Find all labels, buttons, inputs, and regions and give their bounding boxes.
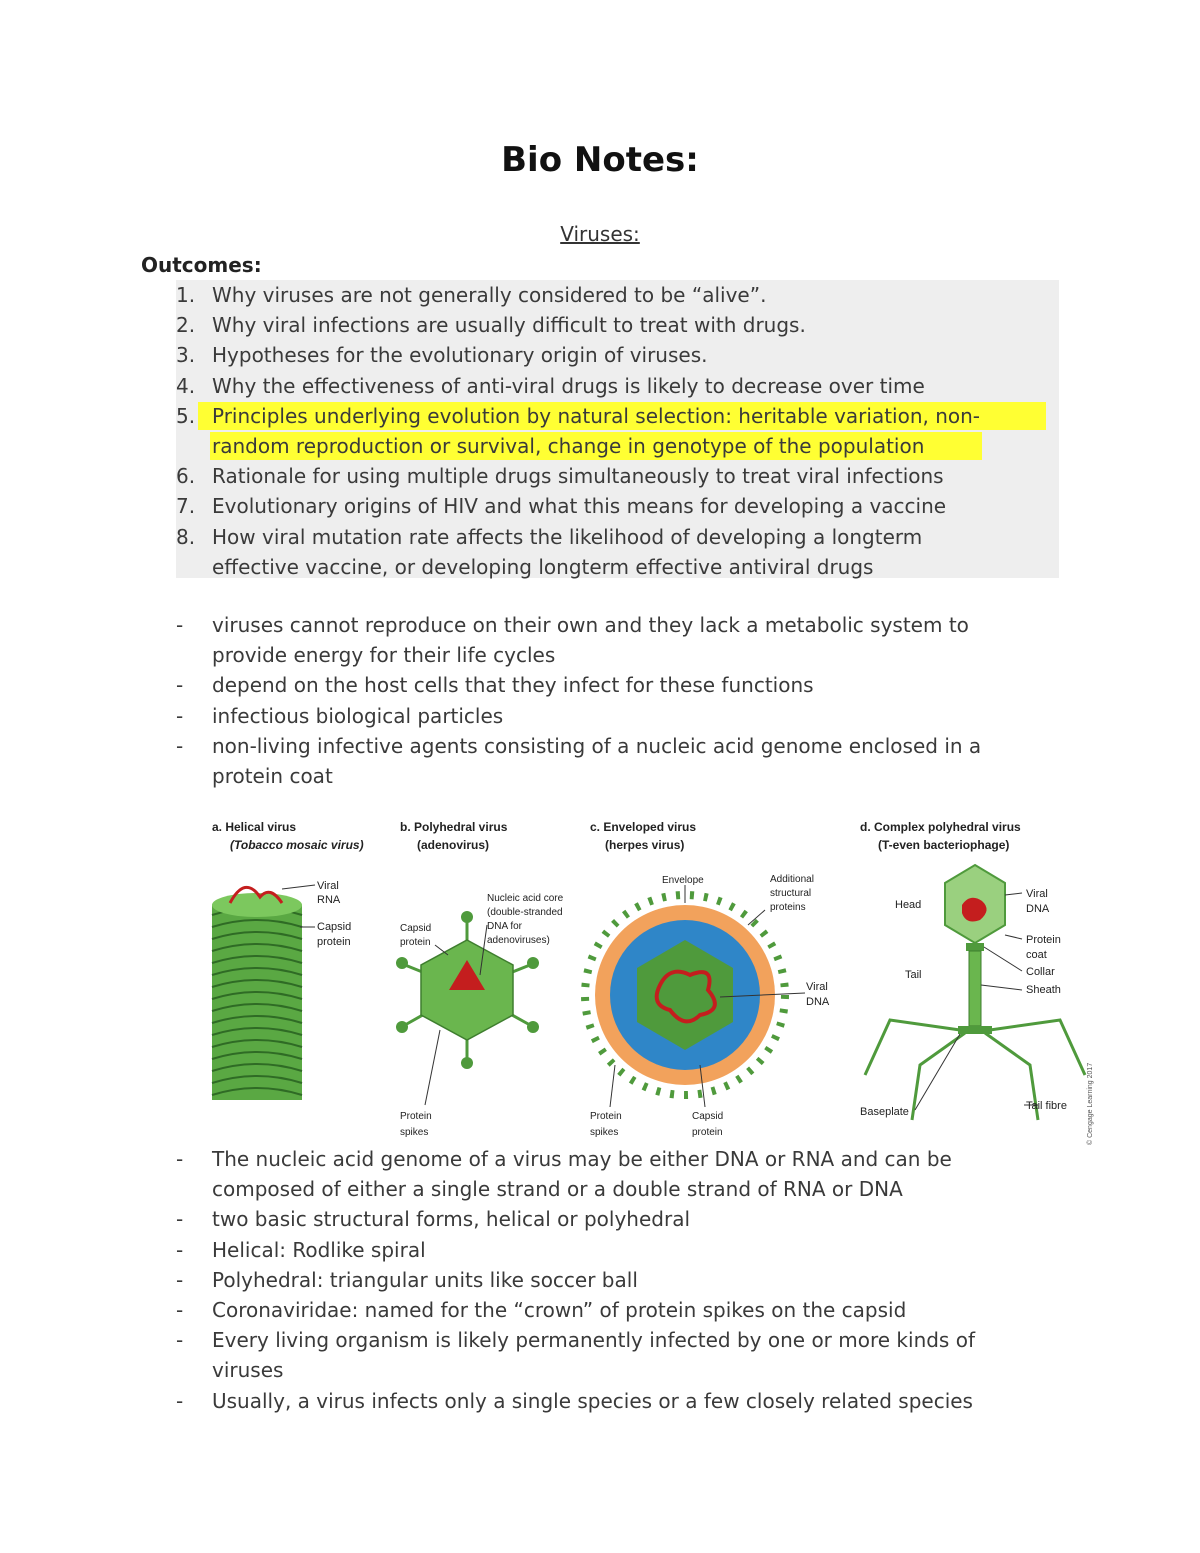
- outcome-number: 1.: [176, 283, 196, 307]
- bullet-text: non-living infective agents consisting of a nucleic acid genome enclosed in a: [212, 733, 982, 758]
- svg-text:(herpes virus): (herpes virus): [605, 838, 685, 852]
- svg-text:Capsid: Capsid: [692, 1111, 724, 1122]
- svg-text:Capsid: Capsid: [400, 923, 432, 934]
- svg-text:structural: structural: [770, 888, 812, 899]
- svg-text:Viral: Viral: [1026, 888, 1048, 900]
- svg-text:DNA: DNA: [1026, 903, 1050, 915]
- svg-text:coat: coat: [1026, 949, 1047, 961]
- svg-text:Nucleic acid core: Nucleic acid core: [487, 893, 564, 904]
- svg-text:Viral: Viral: [317, 880, 339, 892]
- svg-text:Additional: Additional: [770, 874, 814, 885]
- svg-text:Capsid: Capsid: [317, 921, 352, 933]
- svg-text:d. Complex polyhedral virus: d. Complex polyhedral virus: [860, 820, 1021, 834]
- outcome-text: Rationale for using multiple drugs simultaneously to treat viral infections: [212, 464, 944, 489]
- bullet-text: infectious biological particles: [212, 703, 504, 728]
- outcome-text: random reproduction or survival, change in genotype of the population: [212, 434, 925, 458]
- svg-text:Tail fibre: Tail fibre: [1026, 1100, 1067, 1112]
- bullet-text: viruses: [212, 1358, 284, 1383]
- page-title: Bio Notes:: [501, 140, 699, 180]
- bullet-marker: -: [176, 1298, 184, 1322]
- bullet-marker: -: [176, 1237, 184, 1262]
- outcome-number: 3.: [176, 343, 196, 368]
- bullet-text: Coronaviridae: named for the “crown” of protein spikes on the capsid: [212, 1298, 907, 1322]
- outcome-text: Principles underlying evolution by natural selection: heritable variation, non-: [212, 403, 981, 428]
- outcome-number: 5.: [176, 403, 196, 428]
- svg-text:Protein: Protein: [1026, 934, 1061, 946]
- bullet-text: provide energy for their life cycles: [212, 643, 556, 668]
- svg-text:(double-stranded: (double-stranded: [487, 907, 563, 918]
- bullet-text: composed of either a single strand or a double strand of RNA or DNA: [212, 1177, 903, 1202]
- section-subtitle: Viruses:: [560, 222, 640, 246]
- bullet-marker: -: [176, 1147, 184, 1171]
- svg-text:proteins: proteins: [770, 902, 806, 913]
- outcomes-heading: Outcomes:: [141, 253, 262, 277]
- bullet-marker: -: [176, 1388, 184, 1413]
- bullet-text: Polyhedral: triangular units like soccer ball: [212, 1267, 638, 1292]
- svg-text:Collar: Collar: [1026, 966, 1055, 978]
- panel-a-title: a. Helical virus: [212, 820, 297, 834]
- svg-text:DNA: DNA: [806, 996, 830, 1008]
- collar: [966, 943, 984, 951]
- svg-text:c. Enveloped virus: c. Enveloped virus: [590, 820, 697, 834]
- svg-text:Envelope: Envelope: [662, 875, 704, 886]
- svg-text:spikes: spikes: [400, 1127, 429, 1138]
- outcome-number: 7.: [176, 494, 196, 519]
- bullet-text: Every living organism is likely permanently infected by one or more kinds of: [212, 1328, 975, 1353]
- panel-a-subtitle: (Tobacco mosaic virus): [230, 838, 364, 852]
- svg-text:spikes: spikes: [590, 1127, 619, 1138]
- svg-text:Protein: Protein: [590, 1111, 622, 1122]
- panel-a-helical-virus: [212, 820, 364, 1100]
- outcome-number: 6.: [176, 464, 196, 489]
- bullet-marker: -: [176, 613, 184, 637]
- svg-text:protein: protein: [400, 937, 431, 948]
- bullet-text: Usually, a virus infects only a single species or a few closely related species: [212, 1388, 973, 1413]
- bullet-marker: -: [176, 673, 184, 698]
- outcome-text: How viral mutation rate affects the likelihood of developing a longterm: [212, 524, 923, 549]
- outcome-text: effective vaccine, or developing longterm effective antiviral drugs: [212, 554, 874, 579]
- copyright-credit: © Cengage Learning 2017: [1087, 1062, 1094, 1145]
- bullet-text: Helical: Rodlike spiral: [212, 1237, 426, 1262]
- svg-text:protein: protein: [317, 936, 351, 948]
- svg-text:adenoviruses): adenoviruses): [487, 935, 550, 946]
- outcome-number: 8.: [176, 524, 196, 549]
- bullet-marker: -: [176, 733, 184, 758]
- panel-c-enveloped-virus: [585, 820, 830, 1138]
- bullet-marker: -: [176, 1207, 184, 1232]
- sheath: [969, 951, 981, 1026]
- bullet-marker: -: [176, 703, 184, 728]
- bullet-marker: -: [176, 1328, 184, 1353]
- svg-text:b. Polyhedral virus: b. Polyhedral virus: [400, 820, 508, 834]
- svg-text:(adenovirus): (adenovirus): [417, 838, 490, 852]
- svg-text:Tail: Tail: [905, 969, 922, 981]
- panel-d-bacteriophage: [860, 820, 1094, 1145]
- bullet-marker: -: [176, 1267, 184, 1292]
- outcome-number: 2.: [176, 313, 196, 338]
- panel-b-polyhedral-virus: [396, 820, 564, 1138]
- outcome-text: Why viral infections are usually difficult to treat with drugs.: [212, 313, 806, 338]
- svg-text:(T-even bacteriophage): (T-even bacteriophage): [878, 838, 1010, 852]
- bullet-text: viruses cannot reproduce on their own and they lack a metabolic system to: [212, 613, 969, 637]
- svg-text:protein: protein: [692, 1127, 723, 1138]
- outcome-number: 4.: [176, 373, 196, 398]
- svg-text:Baseplate: Baseplate: [860, 1106, 909, 1118]
- svg-text:DNA for: DNA for: [487, 921, 523, 932]
- virus-structures-figure: [200, 815, 1100, 1145]
- svg-text:RNA: RNA: [317, 894, 341, 906]
- bullet-text: two basic structural forms, helical or polyhedral: [212, 1207, 691, 1232]
- outcome-text: Why the effectiveness of anti-viral drugs is likely to decrease over time: [212, 373, 925, 398]
- svg-text:Sheath: Sheath: [1026, 984, 1061, 996]
- bullet-text: protein coat: [212, 764, 333, 788]
- outcome-text: Hypotheses for the evolutionary origin of viruses.: [212, 343, 708, 368]
- bullet-text: depend on the host cells that they infect for these functions: [212, 673, 814, 698]
- outcome-text: Evolutionary origins of HIV and what this means for developing a vaccine: [212, 494, 947, 519]
- outcome-text: Why viruses are not generally considered to be “alive”.: [212, 283, 767, 307]
- helical-capsid: [212, 905, 302, 1100]
- svg-text:Viral: Viral: [806, 981, 828, 993]
- svg-text:Protein: Protein: [400, 1111, 432, 1122]
- bullet-text: The nucleic acid genome of a virus may be either DNA or RNA and can be: [212, 1147, 952, 1171]
- svg-text:Head: Head: [895, 899, 922, 911]
